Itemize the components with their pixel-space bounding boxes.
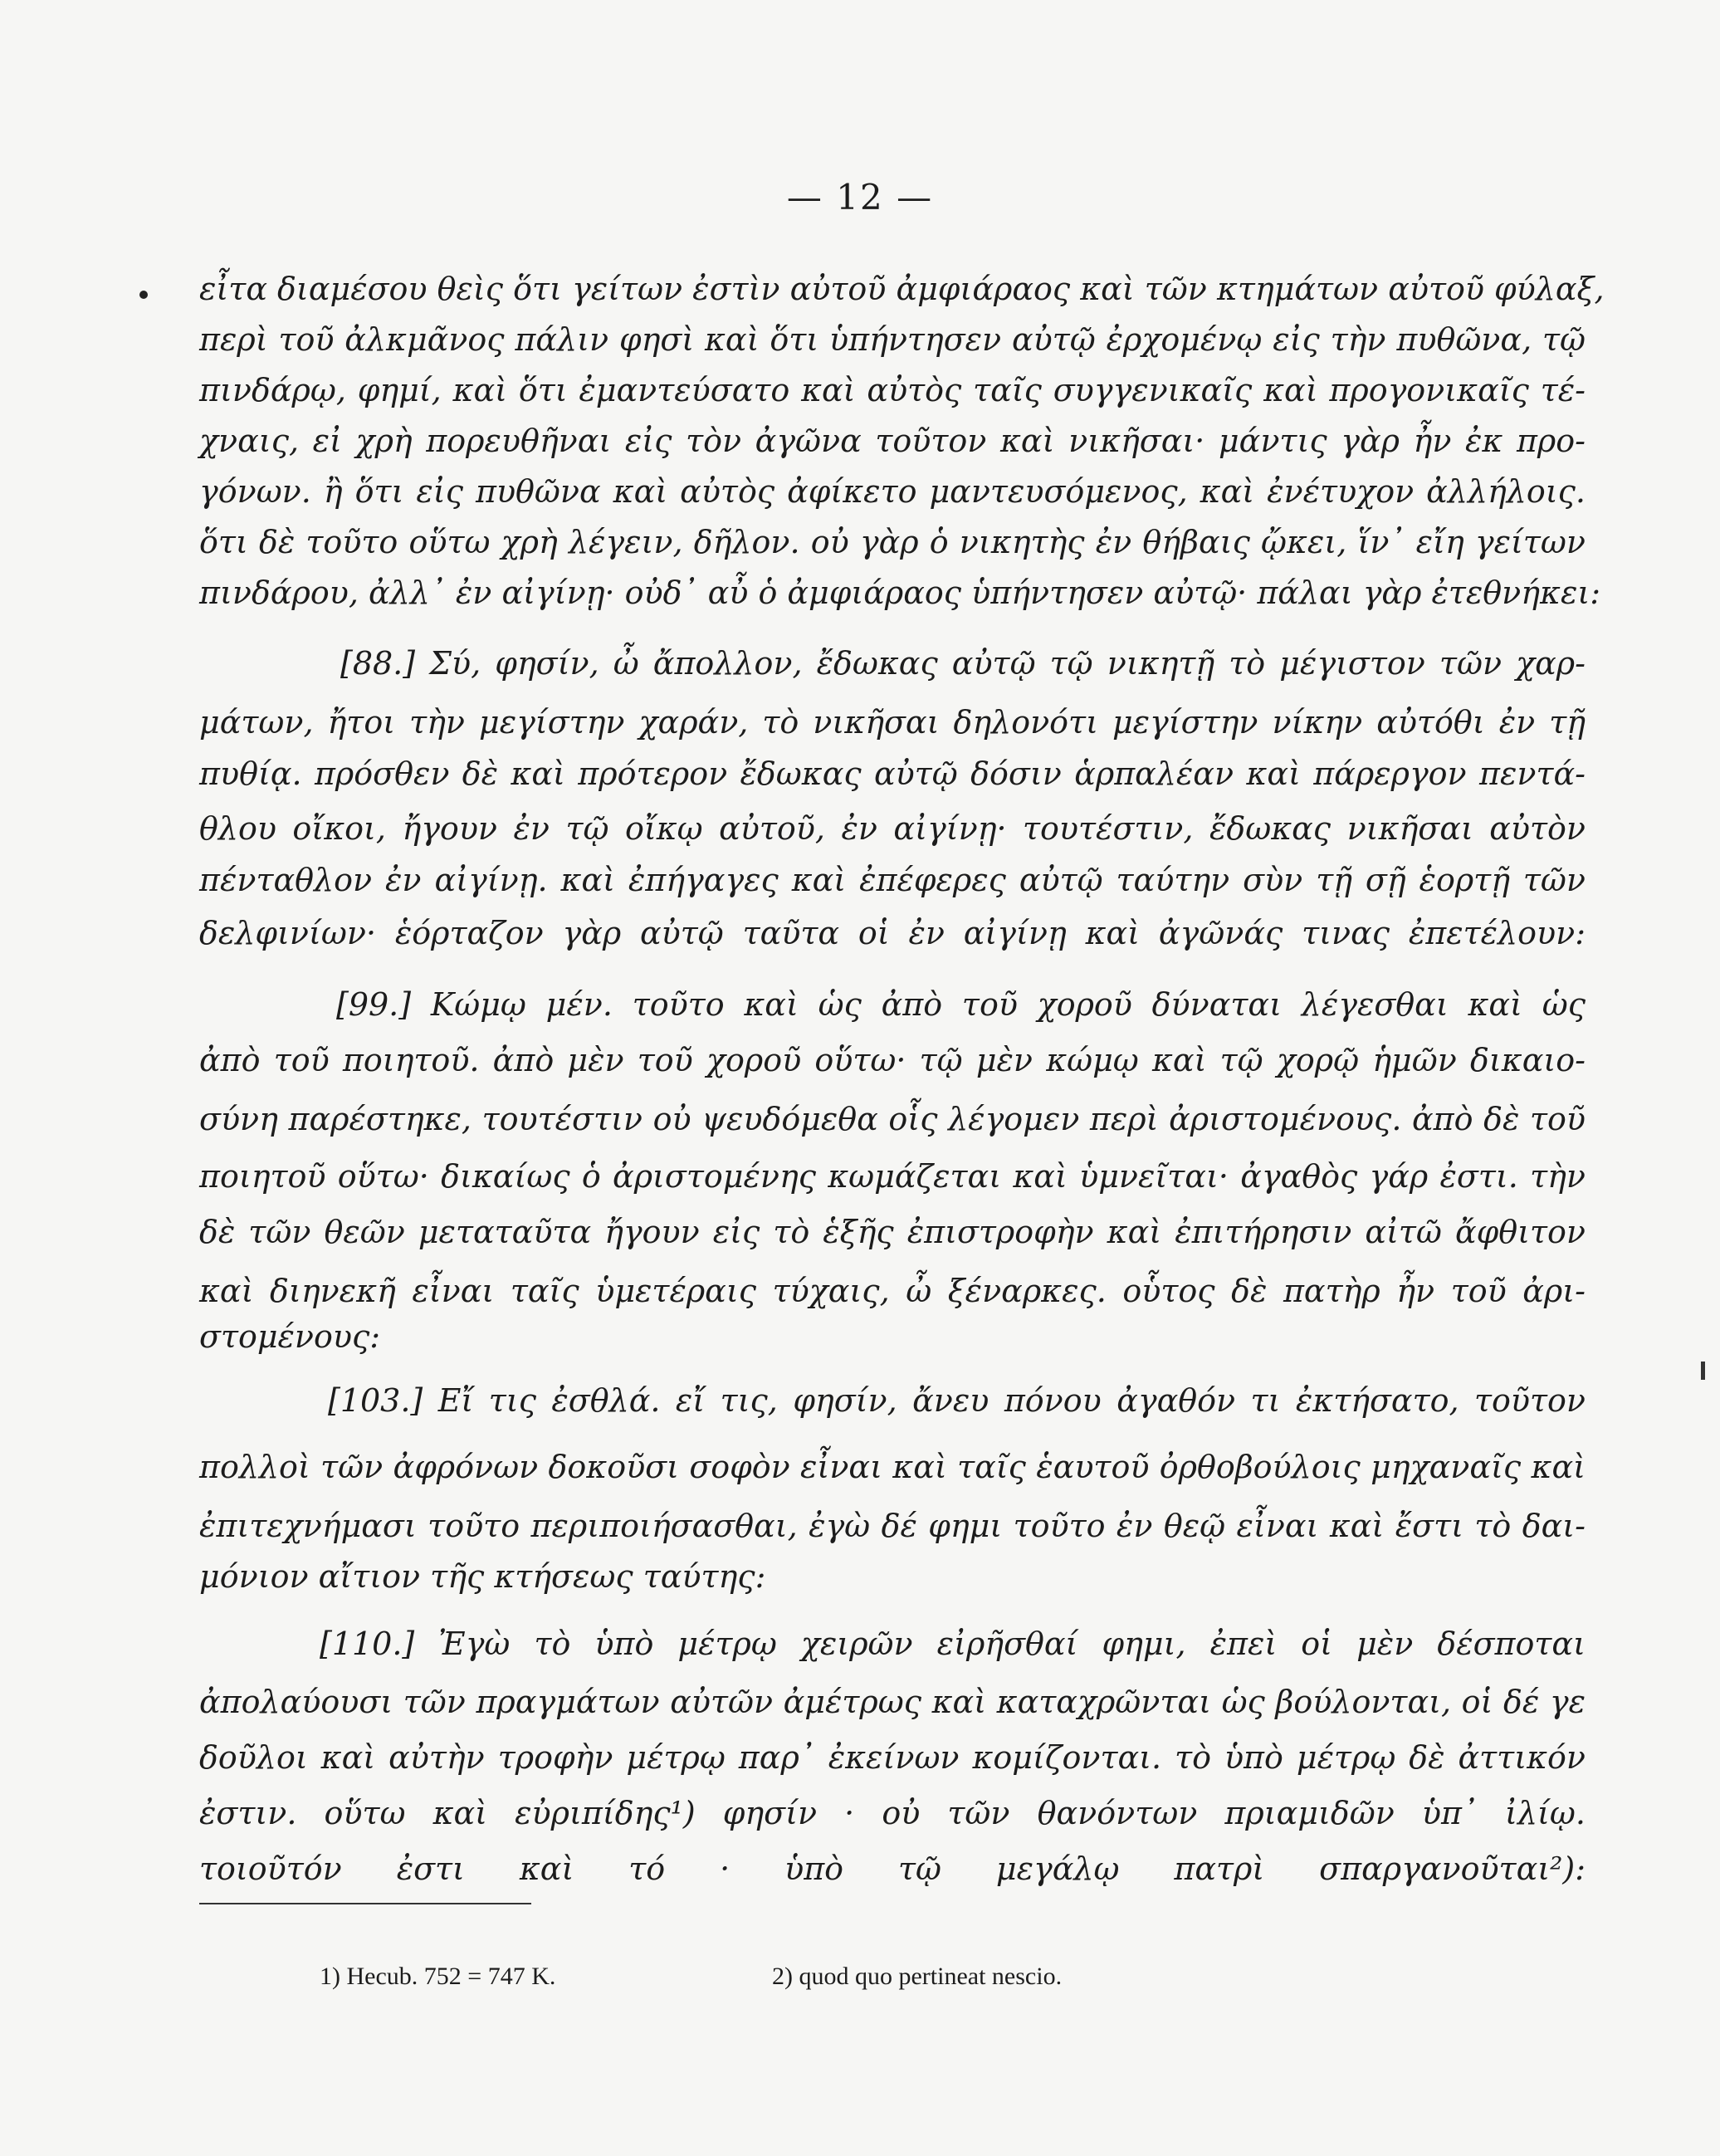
text-line: τοιοῦτόν ἐστι καὶ τό · ὑπὸ τῷ μεγάλῳ πατρὶ σπαργανοῦται²): <box>199 1850 1586 1887</box>
text-line: [110.] Ἐγὼ τὸ ὑπὸ μέτρῳ χειρῶν εἰρῆσθαί φημι, ἐπεὶ οἱ μὲν δέσποται <box>320 1626 1586 1662</box>
footnote: 2) quod quo pertineat nescio. <box>772 1963 1063 1990</box>
text-line: δὲ τῶν θεῶν μεταταῦτα ἤγουν εἰς τὸ ἑξῆς ἐπιστροφὴν καὶ ἐπιτήρησιν αἰτῶ ἄφθιτον <box>199 1214 1586 1250</box>
text-line: μάτων, ἤτοι τὴν μεγίστην χαράν, τὸ νικῆσαι δηλονότι μεγίστην νίκην αὐτόθι ἐν τῇ <box>199 704 1586 741</box>
text-line: [88.] Σύ, φησίν, ὦ ἄπολλον, ἔδωκας αὐτῷ τῷ νικητῇ τὸ μέγιστον τῶν χαρ- <box>340 645 1586 682</box>
text-line: θλου οἴκοι, ἤγουν ἐν τῷ οἴκῳ αὐτοῦ, ἐν αἰγίνῃ· τουτέστιν, ἔδωκας νικῆσαι αὐτὸν <box>199 810 1586 847</box>
text-line: [99.] Κώμῳ μέν. τοῦτο καὶ ὡς ἀπὸ τοῦ χοροῦ δύναται λέγεσθαι καὶ ὡς <box>336 986 1586 1023</box>
text-line: πολλοὶ τῶν ἀφρόνων δοκοῦσι σοφὸν εἶναι καὶ ταῖς ἑαυτοῦ ὀρθοβούλοις μηχαναῖς καὶ <box>199 1449 1586 1485</box>
page-number: — 12 — <box>786 177 934 218</box>
footnote: 1) Hecub. 752 = 747 K. <box>320 1963 556 1990</box>
text-line: ἀπὸ τοῦ ποιητοῦ. ἀπὸ μὲν τοῦ χοροῦ οὕτω· τῷ μὲν κώμῳ καὶ τῷ χορῷ ἡμῶν δικαιο- <box>199 1042 1586 1078</box>
text-line: δελφινίων· ἑόρταζον γὰρ αὐτῷ ταῦτα οἱ ἐν αἰγίνῃ καὶ ἀγῶνάς τινας ἐπετέλουν: <box>199 915 1586 951</box>
text-line: ποιητοῦ οὕτω· δικαίως ὁ ἀριστομένης κωμάζεται καὶ ὑμνεῖται· ἀγαθὸς γάρ ἐστι. τὴν <box>199 1158 1586 1195</box>
margin-mark <box>1701 1362 1705 1380</box>
text-line: δοῦλοι καὶ αὐτὴν τροφὴν μέτρῳ παρ᾽ ἐκείνων κομίζονται. τὸ ὑπὸ μέτρῳ δὲ ἀττικόν <box>199 1739 1586 1776</box>
text-line: πυθίᾳ. πρόσθεν δὲ καὶ πρότερον ἔδωκας αὐτῷ δόσιν ἁρπαλέαν καὶ πάρεργον πεντά- <box>199 755 1586 792</box>
text-line: μόνιον αἴτιον τῆς κτήσεως ταύτης: <box>199 1558 766 1595</box>
text-line: περὶ τοῦ ἀλκμᾶνος πάλιν φησὶ καὶ ὅτι ὑπήντησεν αὐτῷ ἐρχομένῳ εἰς τὴν πυθῶνα, τῷ <box>199 321 1586 358</box>
text-line: στομένους: <box>199 1318 381 1355</box>
text-line: ἀπολαύουσι τῶν πραγμάτων αὐτῶν ἀμέτρως καὶ καταχρῶνται ὡς βούλονται, οἱ δέ γε <box>199 1684 1586 1720</box>
text-line: πένταθλον ἐν αἰγίνῃ. καὶ ἐπήγαγες καὶ ἐπέφερες αὐτῷ ταύτην σὺν τῇ σῇ ἑορτῇ τῶν <box>199 862 1586 898</box>
text-line: ὅτι δὲ τοῦτο οὕτω χρὴ λέγειν, δῆλον. οὐ γὰρ ὁ νικητὴς ἐν θήβαις ᾤκει, ἵν᾽ εἴη γείτων <box>199 524 1586 560</box>
text-line: [103.] Εἴ τις ἐσθλά. εἴ τις, φησίν, ἄνευ πόνου ἀγαθόν τι ἐκτήσατο, τοῦτον <box>328 1382 1586 1419</box>
margin-dot <box>139 291 148 299</box>
text-line: πινδάρῳ, φημί, καὶ ὅτι ἐμαντεύσατο καὶ αὐτὸς ταῖς συγγενικαῖς καὶ προγονικαῖς τέ- <box>199 372 1586 408</box>
text-line: ἐπιτεχνήμασι τοῦτο περιποιήσασθαι, ἐγὼ δέ φημι τοῦτο ἐν θεῷ εἶναι καὶ ἔστι τὸ δαι- <box>199 1508 1586 1544</box>
footnote-divider <box>199 1903 531 1904</box>
text-line: γόνων. ἢ ὅτι εἰς πυθῶνα καὶ αὐτὸς ἀφίκετο μαντευσόμενος, καὶ ἐνέτυχον ἀλλήλοις. <box>199 473 1586 510</box>
text-line: πινδάρου, ἀλλ᾽ ἐν αἰγίνῃ· οὐδ᾽ αὖ ὁ ἀμφιάραος ὑπήντησεν αὐτῷ· πάλαι γὰρ ἐτεθνήκει: <box>199 574 1601 611</box>
text-line: σύνη παρέστηκε, τουτέστιν οὐ ψευδόμεθα οἷς λέγομεν περὶ ἀριστομένους. ἀπὸ δὲ τοῦ <box>199 1101 1586 1137</box>
text-line: ἐστιν. οὕτω καὶ εὐριπίδης¹) φησίν · οὐ τῶν θανόντων πριαμιδῶν ὑπ᾽ ἰλίῳ. <box>199 1795 1586 1831</box>
text-line: χναις, εἰ χρὴ πορευθῆναι εἰς τὸν ἀγῶνα τοῦτον καὶ νικῆσαι· μάντις γὰρ ἦν ἐκ προ- <box>199 423 1586 459</box>
text-line: εἶτα διαμέσου θεὶς ὅτι γείτων ἐστὶν αὐτοῦ ἀμφιάραος καὶ τῶν κτημάτων αὐτοῦ φύλαξ, <box>199 271 1605 307</box>
text-line: καὶ διηνεκῆ εἶναι ταῖς ὑμετέραις τύχαις, ὦ ξέναρκες. οὗτος δὲ πατὴρ ἦν τοῦ ἀρι- <box>199 1273 1586 1309</box>
